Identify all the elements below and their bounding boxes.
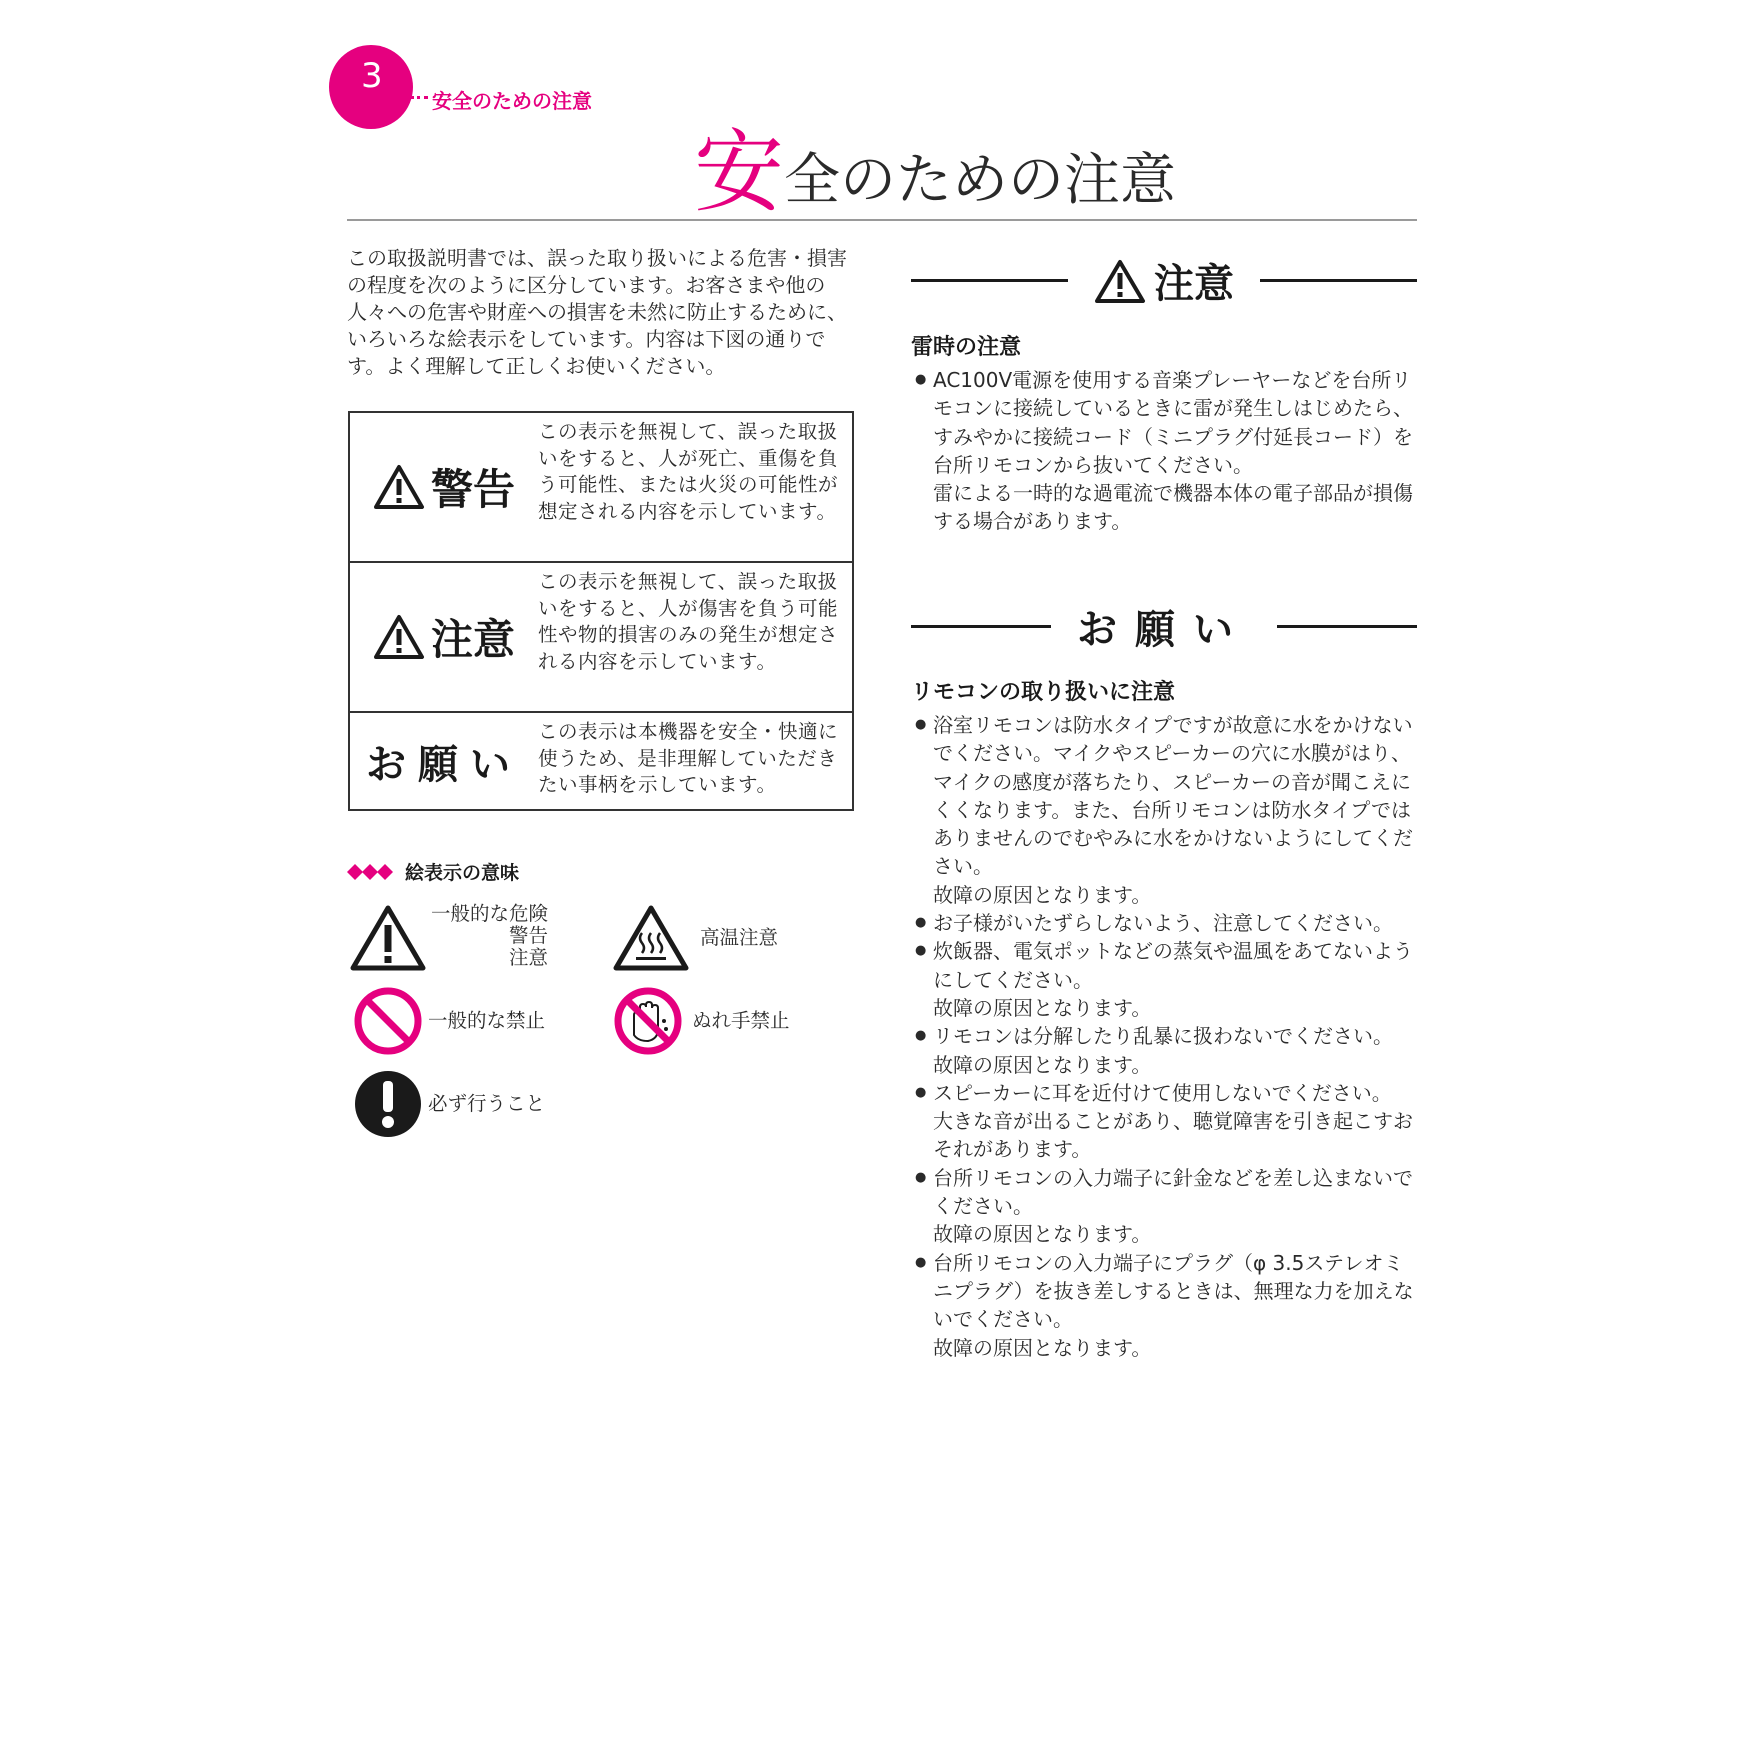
caution-triangle-icon xyxy=(373,613,425,661)
request-section-heading xyxy=(911,598,1417,655)
chapter-number: 3 xyxy=(361,56,383,96)
page-title xyxy=(694,120,1176,226)
request-list xyxy=(915,711,1420,1362)
request-note: 故障の原因となります。 xyxy=(933,1052,1152,1077)
request-note: 故障の原因となります。 xyxy=(933,1222,1152,1247)
request-bullet: ● 炊飯器、電気ポットなどの蒸気や温風をあてないようにしてください。 xyxy=(915,937,1420,994)
request-note: 大きな音が出ることがあり、聴覚障害を引き起こすおそれがあります。 xyxy=(933,1109,1413,1162)
title-divider xyxy=(347,219,1417,221)
legend-row-warning xyxy=(350,413,852,563)
page-title-rest: 全のための注意 xyxy=(784,148,1176,213)
pictogram-heading-text: 絵表示の意味 xyxy=(405,862,520,884)
legend-row-caution xyxy=(350,563,852,713)
signal-word-table xyxy=(348,411,854,811)
caution-triangle-icon xyxy=(1094,258,1146,304)
pictogram-mandatory xyxy=(352,1068,545,1140)
legend-caution-text: この表示を無視して、誤った取扱いをすると、人が傷害を負う可能性や物的損害のみの発生が想定される内容を示しています。 xyxy=(538,570,839,673)
general-danger-line1: 一般的な危険 xyxy=(431,902,549,925)
wet-hand-label: ぬれ手禁止 xyxy=(692,1009,790,1032)
request-note: 故障の原因となります。 xyxy=(933,882,1152,907)
warning-triangle-icon xyxy=(373,463,425,511)
pictogram-high-temp xyxy=(612,903,778,973)
request-note: 故障の原因となります。 xyxy=(933,995,1152,1020)
mandatory-action-icon xyxy=(352,1068,424,1140)
caution-bullet: ● AC100V電源を使用する音楽プレーヤーなどを台所リモコンに接続しているときに雷が発生しはじめたら、すみやかに接続コード（ミニプラグ付延長コード）を台所リモコンから抜いてください。 xyxy=(915,366,1420,479)
caution-section-heading xyxy=(911,252,1417,309)
prohibition-icon xyxy=(352,985,424,1057)
caution-list xyxy=(915,366,1420,536)
pictogram-heading xyxy=(347,858,519,885)
general-prohibition-label: 一般的な禁止 xyxy=(428,1009,546,1032)
wet-hand-prohibition-icon xyxy=(612,985,684,1057)
legend-warning-label: 警告 xyxy=(430,465,515,514)
legend-caution-label: 注意 xyxy=(430,615,515,664)
legend-warning-symbol xyxy=(350,413,538,561)
request-bullet: ● 台所リモコンの入力端子にプラグ（φ 3.5ステレオミニプラグ）を抜き差しするときは、無理な力を加えないでください。 xyxy=(915,1249,1420,1334)
general-danger-icon xyxy=(349,903,427,973)
request-bullet: ● リモコンは分解したり乱暴に扱わないでください。 xyxy=(915,1022,1420,1050)
pictogram-general-prohibition xyxy=(352,985,545,1057)
request-note: 故障の原因となります。 xyxy=(933,1335,1152,1360)
intro-paragraph: この取扱説明書では、誤った取り扱いによる危害・損害の程度を次のように区分しています。お客さまや他の人々への危害や財産への損害を未然に防止するために、いろいろな絵表示をしています。内容は下図の通りです。よく理解して正しくお使いください。 xyxy=(347,246,847,378)
request-bullet: ● 台所リモコンの入力端子に針金などを差し込まないでください。 xyxy=(915,1164,1420,1221)
remote-handling-subheading: リモコンの取り扱いに注意 xyxy=(911,680,1176,705)
request-bullet: ● スピーカーに耳を近付けて使用しないでください。 xyxy=(915,1079,1420,1107)
high-temperature-icon xyxy=(612,903,690,973)
heading-rule-left xyxy=(911,625,1051,628)
legend-request-label: お願い xyxy=(366,741,522,788)
caution-heading-text: 注意 xyxy=(1154,261,1234,307)
legend-request-text: この表示は本機器を安全・快適に使うため、是非理解していただきたい事柄を示しています。 xyxy=(538,720,839,796)
heading-rule-right xyxy=(1277,625,1417,628)
caution-heading-label xyxy=(1068,252,1260,309)
page-title-first-char: 安 xyxy=(694,120,784,225)
general-danger-line3: 注意 xyxy=(509,946,549,969)
request-heading-text: お願い xyxy=(1077,607,1251,653)
chapter-dotted-leader xyxy=(368,96,428,99)
pictogram-wet-hand xyxy=(612,985,790,1057)
request-bullet: ● お子様がいたずらしないよう、注意してください。 xyxy=(915,909,1420,937)
high-temp-label: 高温注意 xyxy=(700,926,779,949)
legend-warning-text: この表示を無視して、誤った取扱いをすると、人が死亡、重傷を負う可能性、または火災の可能性が想定される内容を示しています。 xyxy=(538,420,839,523)
lightning-subheading: 雷時の注意 xyxy=(911,335,1022,360)
heading-rule-left xyxy=(911,279,1068,282)
chapter-label: 安全のための注意 xyxy=(432,89,592,113)
diamond-bullets-icon xyxy=(347,864,393,880)
general-danger-line2: 警告 xyxy=(509,924,549,947)
heading-rule-right xyxy=(1260,279,1417,282)
pictogram-general-danger xyxy=(349,903,548,973)
mandatory-label: 必ず行うこと xyxy=(428,1092,546,1115)
caution-note: 雷による一時的な過電流で機器本体の電子部品が損傷する場合があります。 xyxy=(933,481,1413,534)
request-bullet: ● 浴室リモコンは防水タイプですが故意に水をかけないでください。マイクやスピーカーの穴に水膜がはり、マイクの感度が落ちたり、スピーカーの音が聞こえにくくなります。また、台所リモコンは防水タイプではありませんのでむやみに水をかけないようにしてください。 xyxy=(915,711,1420,881)
legend-caution-symbol xyxy=(350,563,538,711)
legend-row-request xyxy=(350,713,852,809)
